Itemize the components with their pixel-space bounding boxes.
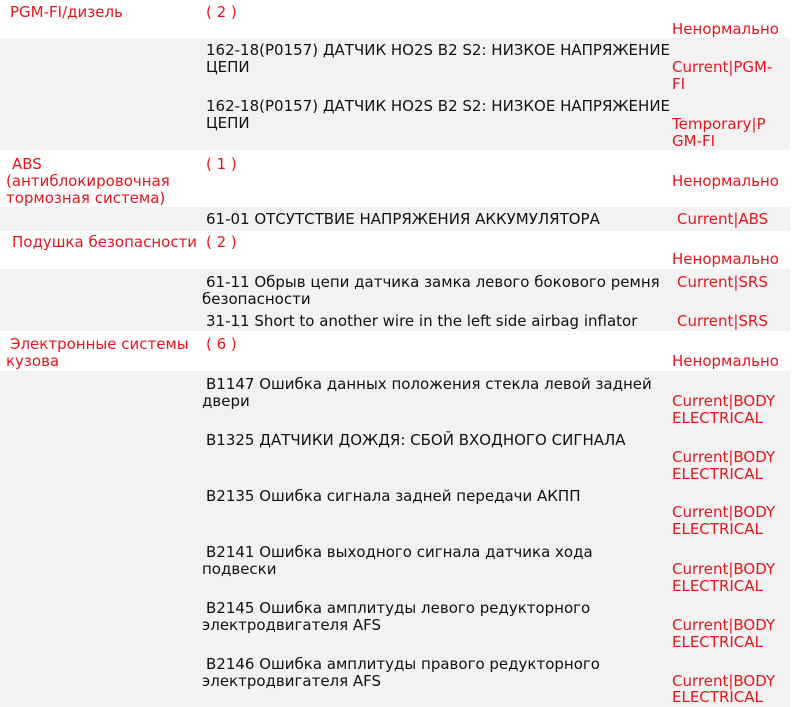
dtc-status-tag: Current|ABS [677,210,769,228]
system-name: Электронные системы [10,335,189,353]
system-name: (антиблокировочная [6,172,170,190]
system-name: Подушка безопасности [12,233,198,251]
dtc-status-tag: ELECTRICAL [672,688,763,706]
dtc-description: B2146 Ошибка амплитуды правого редукторного [206,655,600,673]
dtc-description: подвески [202,560,277,578]
dtc-group [0,207,790,231]
system-header-row[interactable] [0,231,790,269]
dtc-status-tag: Current|SRS [677,273,768,291]
dtc-count: ( 2 ) [206,3,237,21]
dtc-status-tag: ELECTRICAL [672,577,763,595]
dtc-description: электродвигателя AFS [202,616,382,634]
system-name: тормозная система) [6,189,166,207]
dtc-description: ЦЕПИ [206,58,250,76]
system-name: ABS [12,155,42,173]
dtc-description: B1325 ДАТЧИКИ ДОЖДЯ: СБОЙ ВХОДНОГО СИГНАЛА [206,431,626,449]
system-status: Ненормально [672,352,779,370]
dtc-status-tag: Current|BODY [672,503,776,521]
dtc-description: 61-01 ОТСУТСТВИЕ НАПРЯЖЕНИЯ АККУМУЛЯТОРА [206,210,600,228]
dtc-status-tag: ELECTRICAL [672,409,763,427]
dtc-status-tag: FI [672,75,686,93]
dtc-group [0,269,790,331]
dtc-description: безопасности [202,290,311,308]
dtc-status-tag: Current|BODY [672,560,776,578]
dtc-description: B1147 Ошибка данных положения стекла левой задней [206,375,652,393]
system-header-row[interactable] [0,331,790,371]
system-status: Ненормально [672,20,779,38]
dtc-status-tag: Current|PGM- [672,58,773,76]
dtc-description: B2141 Ошибка выходного сигнала датчика хода [206,543,593,561]
dtc-status-tag: Temporary|P [672,115,766,133]
dtc-status-tag: Current|BODY [672,392,776,410]
dtc-description: 61-11 Обрыв цепи датчика замка левого бокового ремня [206,273,660,291]
dtc-description: B2135 Ошибка сигнала задней передачи АКПП [206,487,581,505]
dtc-group [0,38,790,150]
dtc-description: ЦЕПИ [206,114,250,132]
dtc-status-tag: ELECTRICAL [672,465,763,483]
system-status: Ненормально [672,250,779,268]
dtc-description: 162-18(P0157) ДАТЧИК HO2S B2 S2: НИЗКОЕ НАПРЯЖЕНИЕ [206,97,671,115]
system-name: кузова [6,352,60,370]
dtc-status-tag: Current|BODY [672,448,776,466]
dtc-status-tag: Current|SRS [677,312,768,330]
dtc-status-tag: ELECTRICAL [672,633,763,651]
dtc-status-tag: Current|BODY [672,616,776,634]
dtc-status-tag: Current|BODY [672,672,776,690]
dtc-description: электродвигателя AFS [202,672,382,690]
dtc-description: B2145 Ошибка амплитуды левого редукторного [206,599,591,617]
dtc-count: ( 6 ) [206,335,237,353]
dtc-status-tag: ELECTRICAL [672,520,763,538]
dtc-description: 162-18(P0157) ДАТЧИК HO2S B2 S2: НИЗКОЕ НАПРЯЖЕНИЕ [206,41,671,59]
system-header-row[interactable] [0,150,790,207]
system-name: PGM-FI/дизель [10,3,123,21]
dtc-group [0,371,790,707]
dtc-description: 31-11 Short to another wire in the left side airbag inflator [206,312,638,330]
dtc-description: двери [202,392,250,410]
system-status: Ненормально [672,172,779,190]
dtc-count: ( 2 ) [206,233,237,251]
dtc-count: ( 1 ) [206,155,237,173]
system-header-row[interactable] [0,0,790,38]
dtc-status-tag: GM-FI [672,132,716,150]
